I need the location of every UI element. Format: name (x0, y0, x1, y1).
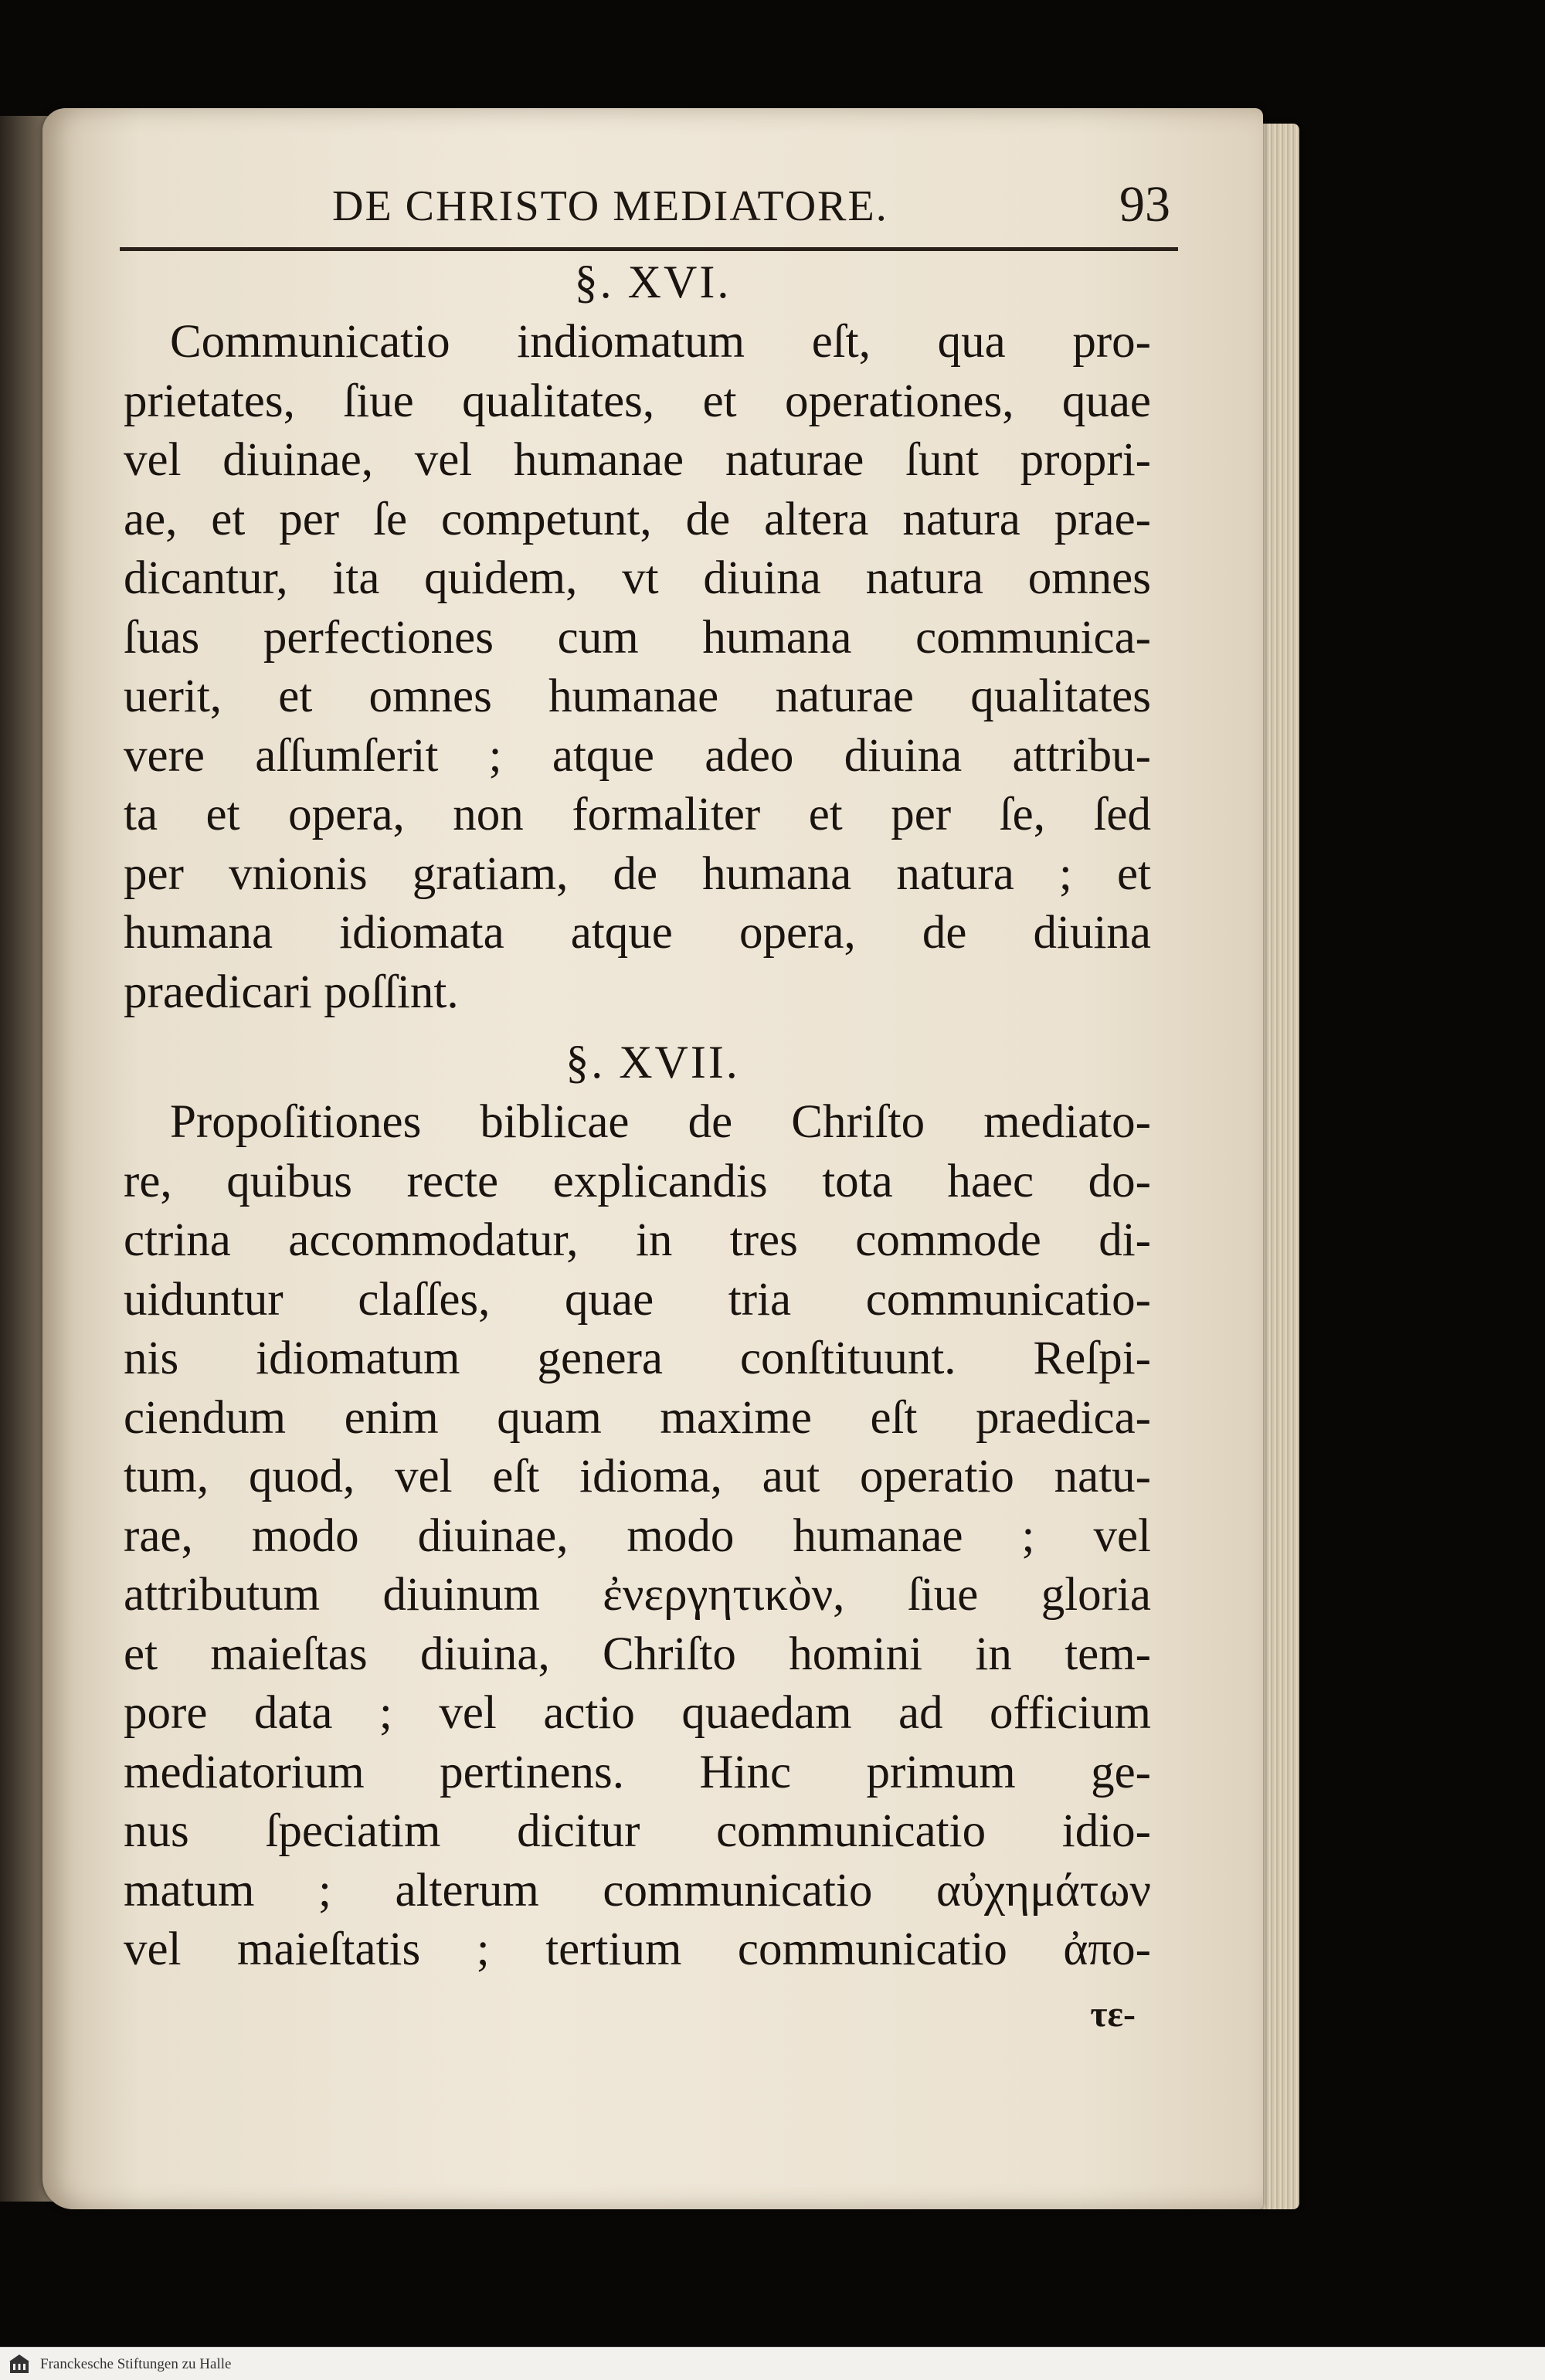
text-line: nis idiomatum genera conſtituunt. Reſpi- (124, 1333, 1151, 1384)
text-line: matum ; alterum communicatio αὐχημάτων (124, 1864, 1151, 1917)
text-line: ta et opera, non formaliter et per ſe, ſed (124, 789, 1151, 840)
text-line: uerit, et omnes humanae naturae qualitates (124, 671, 1151, 722)
text-line: re, quibus recte explicandis tota haec do- (124, 1155, 1151, 1207)
page-header (120, 174, 1170, 243)
text-line: per vnionis gratiam, de humana natura ; et (124, 847, 1151, 900)
text-line: dicantur, ita quidem, vt diuina natura omnes (124, 552, 1151, 604)
text-line: Communicatio indiomatum eſt, qua pro- (170, 316, 1151, 368)
section-heading: §. XVI. (574, 256, 732, 307)
footer-credit: Franckesche Stiftungen zu Halle (40, 2356, 232, 2372)
text-line: ctrina accommodatur, in tres commode di- (124, 1214, 1151, 1266)
text-block (124, 251, 1151, 2042)
text-line: ciendum enim quam maxime eſt praedica- (124, 1391, 1151, 1444)
text-line: vel maieſtatis ; tertium communicatio ἀπο- (124, 1923, 1151, 1975)
text-line: ae, et per ſe competunt, de altera natura prae- (124, 493, 1151, 545)
text-line: tum, quod, vel eſt idioma, aut operatio natu- (124, 1451, 1151, 1502)
catchword: τε- (1090, 1993, 1136, 2035)
running-title: DE CHRISTO MEDIATORE. (332, 182, 888, 230)
text-line: vel diuinae, vel humanae naturae ſunt propri- (124, 434, 1151, 486)
footer-bar (0, 2347, 1545, 2380)
text-line: mediatorium pertinens. Hinc primum ge- (124, 1746, 1151, 1798)
text-line: uiduntur claſſes, quae tria communicatio- (124, 1273, 1151, 1326)
text-line: pore data ; vel actio quaedam ad officium (124, 1687, 1151, 1739)
text-line: prietates, ſiue qualitates, et operationes, quae (124, 375, 1151, 427)
text-line: ſuas perfectiones cum humana communica- (124, 611, 1151, 664)
text-line: attributum diuinum ἐνεργητικὸν, ſiue gloria (124, 1569, 1151, 1621)
text-line: Propoſitiones biblicae de Chriſto mediato- (170, 1096, 1151, 1148)
text-line: nus ſpeciatim dicitur communicatio idio- (124, 1805, 1151, 1857)
text-line: humana idiomata atque opera, de diuina (124, 907, 1151, 959)
text-line: et maieſtas diuina, Chriſto homini in tem- (124, 1628, 1151, 1680)
text-line: vere aſſumſerit ; atque adeo diuina attribu- (124, 729, 1151, 782)
page-number: 93 (1119, 176, 1170, 233)
institution-logo-icon (8, 2353, 31, 2376)
section-heading: §. XVII. (565, 1037, 740, 1088)
text-line: praedicari poſſint. (124, 966, 459, 1018)
text-line: rae, modo diuinae, modo humanae ; vel (124, 1509, 1151, 1562)
